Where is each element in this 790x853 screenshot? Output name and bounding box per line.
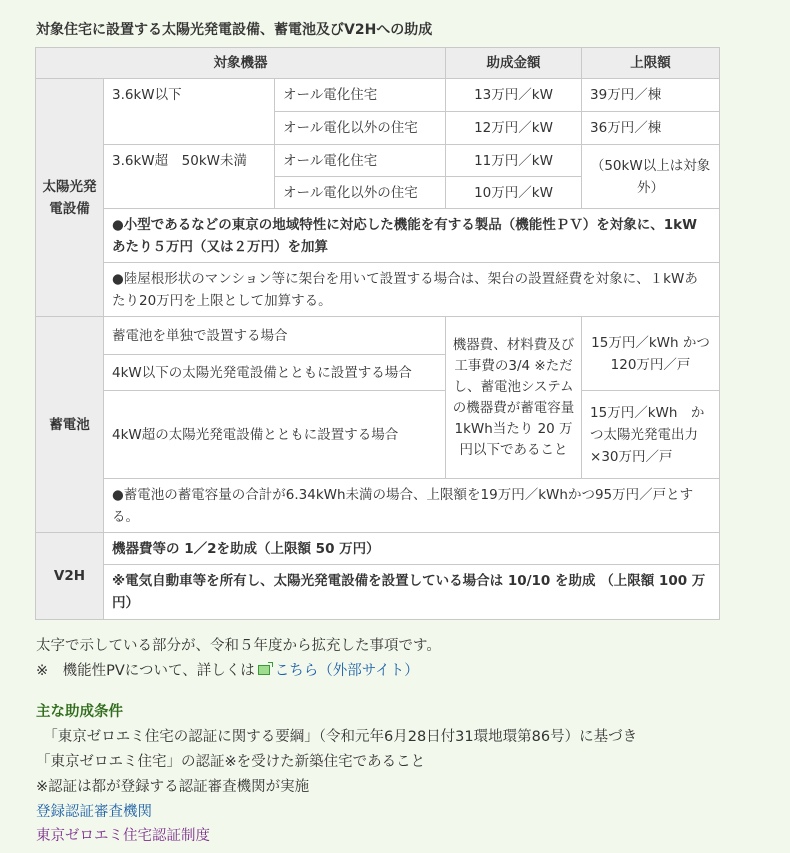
category-solar: 太陽光発電設備 xyxy=(36,79,104,317)
category-battery: 蓄電池 xyxy=(36,317,104,533)
solar-amount: 13万円／kW xyxy=(446,79,582,112)
table-row xyxy=(36,565,720,620)
table-row xyxy=(36,79,720,112)
battery-note: ●蓄電池の蓄電容量の合計が6.34kWh未満の場合、上限額を19万円／kWhかつ95万円／戸とする。 xyxy=(104,479,720,533)
v2h-line-1: 機器費等の 1／2を助成（上限額 50 万円） xyxy=(104,533,720,565)
header-device: 対象機器 xyxy=(36,48,446,79)
table-caption: 対象住宅に設置する太陽光発電設備、蓄電池及びV2Hへの助成 xyxy=(36,22,433,38)
solar-capacity-1: 3.6kW以下 xyxy=(104,79,275,145)
table-row xyxy=(36,317,720,355)
table-row xyxy=(36,479,720,533)
external-link-icon xyxy=(258,665,270,675)
solar-house: オール電化住宅 xyxy=(275,79,446,112)
condition-line: 「東京ゼロエミ住宅の認証に関する要綱」（令和元年6月28日付31環地環第86号）に基づき xyxy=(36,729,638,745)
battery-amount: 機器費、材料費及び工事費の3/4 ※ただし、蓄電池システムの機器費が蓄電容量 1kWh当たり 20 万円以下であること xyxy=(446,317,582,479)
table-row xyxy=(36,263,720,317)
battery-cap-1: 15万円／kWh かつ 120万円／戸 xyxy=(582,317,720,391)
solar-house: オール電化以外の住宅 xyxy=(275,177,446,209)
category-v2h: V2H xyxy=(36,533,104,620)
bold-note: 太字で示している部分が、令和５年度から拡充した事項です。 xyxy=(36,638,441,654)
battery-device: 蓄電池を単独で設置する場合 xyxy=(104,317,446,355)
solar-capacity-2: 3.6kW超 50kW未満 xyxy=(104,145,275,209)
condition-line: ※認証は都が登録する認証審査機関が実施 xyxy=(36,779,310,795)
pv-note xyxy=(36,659,419,680)
table-row xyxy=(36,391,720,479)
solar-note-rack: ●陸屋根形状のマンション等に架台を用いて設置する場合は、架台の設置経費を対象に、１kWあたり20万円を上限として加算する。 xyxy=(104,263,720,317)
table-row xyxy=(36,533,720,565)
solar-amount: 12万円／kW xyxy=(446,112,582,145)
header-amount: 助成金額 xyxy=(446,48,582,79)
battery-cap-2: 15万円／kWh かつ太陽光発電出力×30万円／戸 xyxy=(582,391,720,479)
battery-device: 4kW以下の太陽光発電設備とともに設置する場合 xyxy=(104,355,446,391)
pv-external-link[interactable]: こちら（外部サイト） xyxy=(274,663,419,679)
solar-cap: 36万円／棟 xyxy=(582,112,720,145)
solar-amount: 11万円／kW xyxy=(446,145,582,177)
solar-house: オール電化住宅 xyxy=(275,145,446,177)
header-cap: 上限額 xyxy=(582,48,720,79)
subsidy-table xyxy=(35,47,720,620)
solar-amount: 10万円／kW xyxy=(446,177,582,209)
battery-device: 4kW超の太陽光発電設備とともに設置する場合 xyxy=(104,391,446,479)
condition-line: 「東京ゼロエミ住宅」の認証※を受けた新築住宅であること xyxy=(36,754,426,770)
table-header-row xyxy=(36,48,720,79)
table-row xyxy=(36,209,720,263)
solar-house: オール電化以外の住宅 xyxy=(275,112,446,145)
solar-cap: （50kW以上は対象外） xyxy=(582,145,720,209)
solar-cap: 39万円／棟 xyxy=(582,79,720,112)
table-row xyxy=(36,145,720,177)
cert-body-link[interactable]: 登録認証審査機関 xyxy=(36,804,152,820)
zeroemi-system-link[interactable]: 東京ゼロエミ住宅認証制度 xyxy=(36,828,210,844)
v2h-line-2: ※電気自動車等を所有し、太陽光発電設備を設置している場合は 10/10 を助成 （上限額 100 万円） xyxy=(104,565,720,620)
solar-note-pv: ●小型であるなどの東京の地域特性に対応した機能を有する製品（機能性ＰＶ）を対象に、1kW あたり５万円（又は２万円）を加算 xyxy=(104,209,720,263)
conditions-heading: 主な助成条件 xyxy=(36,704,123,720)
pv-note-text: ※ 機能性PVについて、詳しくは xyxy=(36,663,255,679)
